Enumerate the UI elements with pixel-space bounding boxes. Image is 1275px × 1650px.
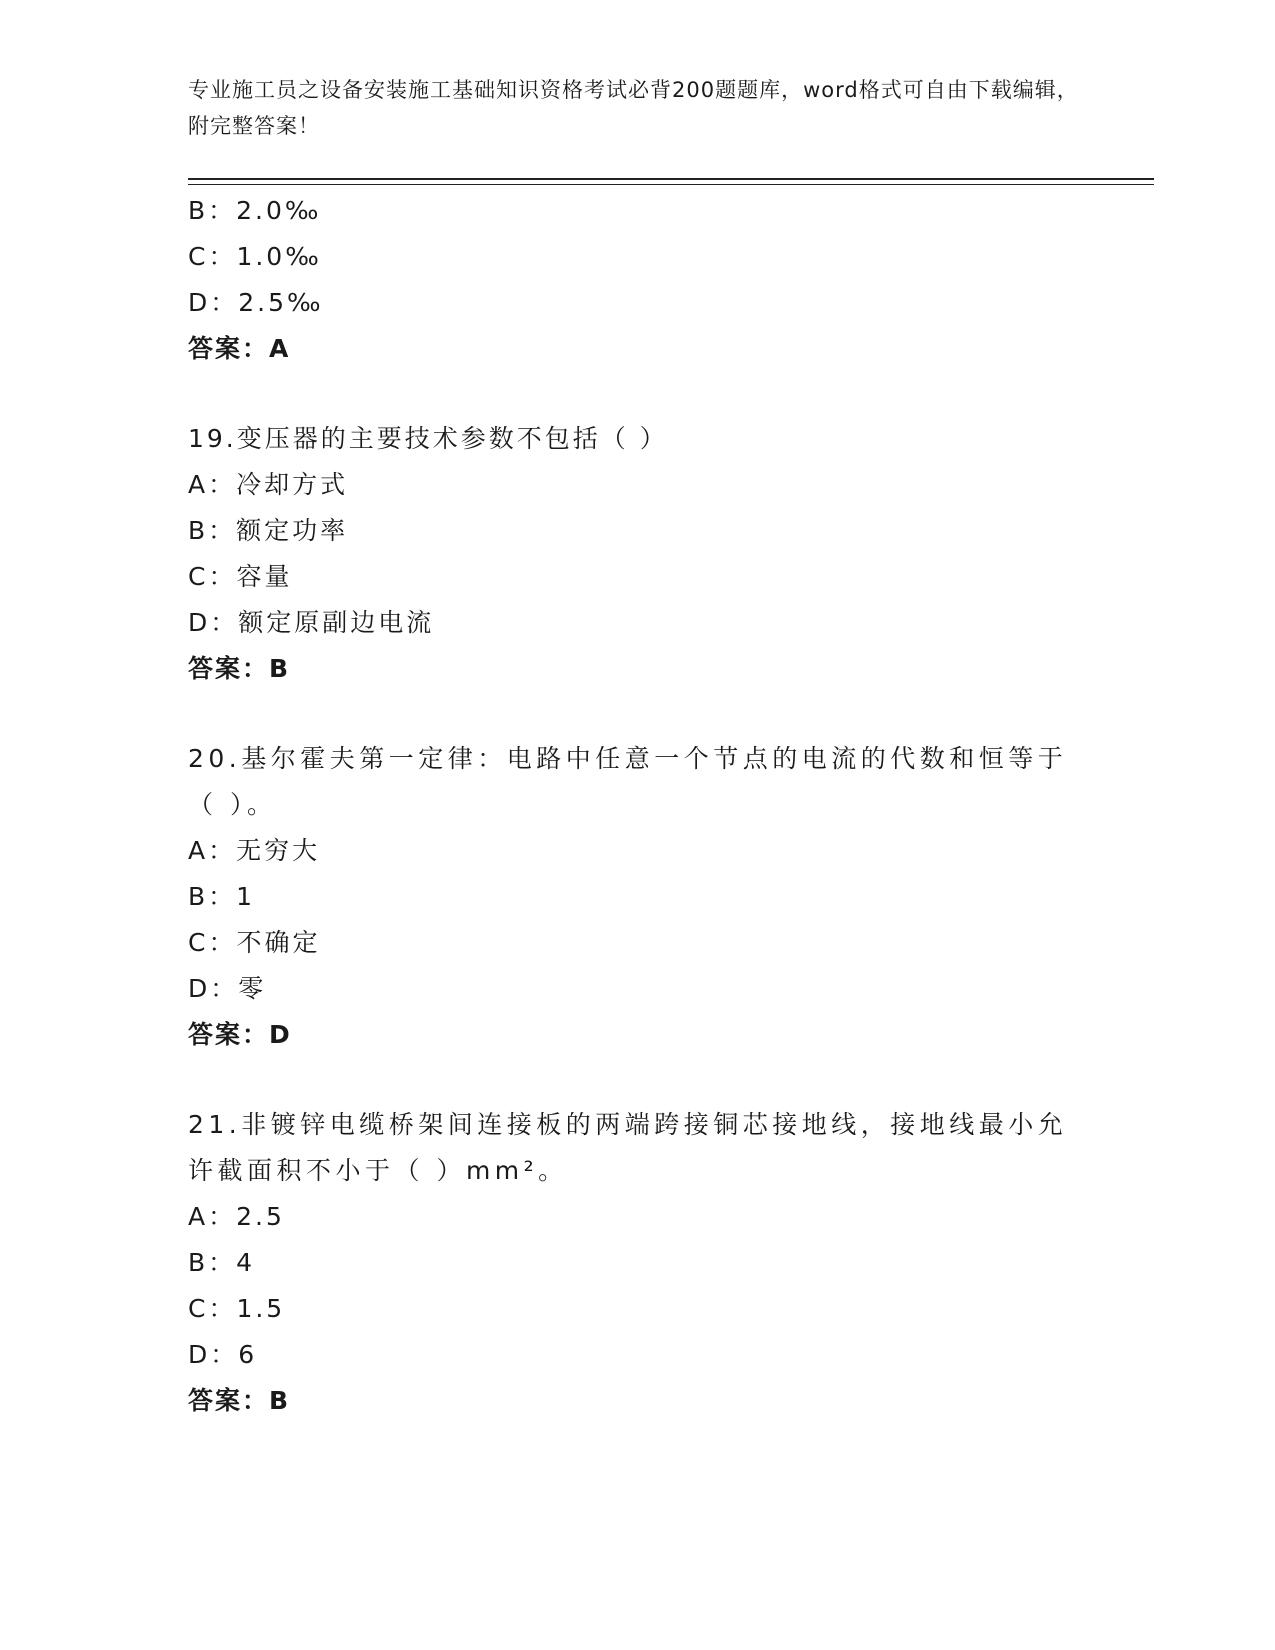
question-stem: 21.非镀锌电缆桥架间连接板的两端跨接铜芯接地线，接地线最小允许截面积不小于（ ）mm²。: [188, 1110, 1068, 1185]
question-fragment: [188, 188, 1088, 372]
option-a: A：无穷大: [188, 836, 321, 865]
option-a: A：冷却方式: [188, 470, 349, 499]
option-c: C：容量: [188, 562, 293, 591]
option-a: A：2.5: [188, 1202, 285, 1231]
option-b: B：4: [188, 1248, 256, 1277]
document-header: 专业施工员之设备安装施工基础知识资格考试必背200题题库，word格式可自由下载编辑，附完整答案！: [188, 78, 1079, 138]
answer-line: 答案：A: [188, 334, 291, 363]
option-d: D：6: [188, 1340, 258, 1369]
spacer: [188, 1058, 1088, 1102]
question-19: [188, 416, 1088, 692]
option-c: C：不确定: [188, 928, 321, 957]
answer-line: 答案：D: [188, 1020, 292, 1049]
option-b: B：额定功率: [188, 516, 349, 545]
option-d: D：2.5‰: [188, 288, 324, 317]
answer-line: 答案：B: [188, 1386, 291, 1415]
question-21: [188, 1102, 1088, 1424]
option-c: C：1.0‰: [188, 242, 322, 271]
header-rule-thin: [188, 184, 1154, 185]
option-d: D：额定原副边电流: [188, 608, 435, 637]
spacer: [188, 372, 1088, 416]
spacer: [188, 692, 1088, 736]
option-b: B：2.0‰: [188, 196, 322, 225]
question-stem: 19.变压器的主要技术参数不包括（ ）: [188, 424, 668, 453]
question-stem: 20.基尔霍夫第一定律：电路中任意一个节点的电流的代数和恒等于（ ）。: [188, 744, 1068, 819]
document-body: [188, 188, 1088, 1424]
option-b: B：1: [188, 882, 256, 911]
option-d: D：零: [188, 974, 267, 1003]
question-20: [188, 736, 1088, 1058]
answer-line: 答案：B: [188, 654, 291, 683]
header-rule-thick: [188, 178, 1154, 180]
option-c: C：1.5: [188, 1294, 286, 1323]
